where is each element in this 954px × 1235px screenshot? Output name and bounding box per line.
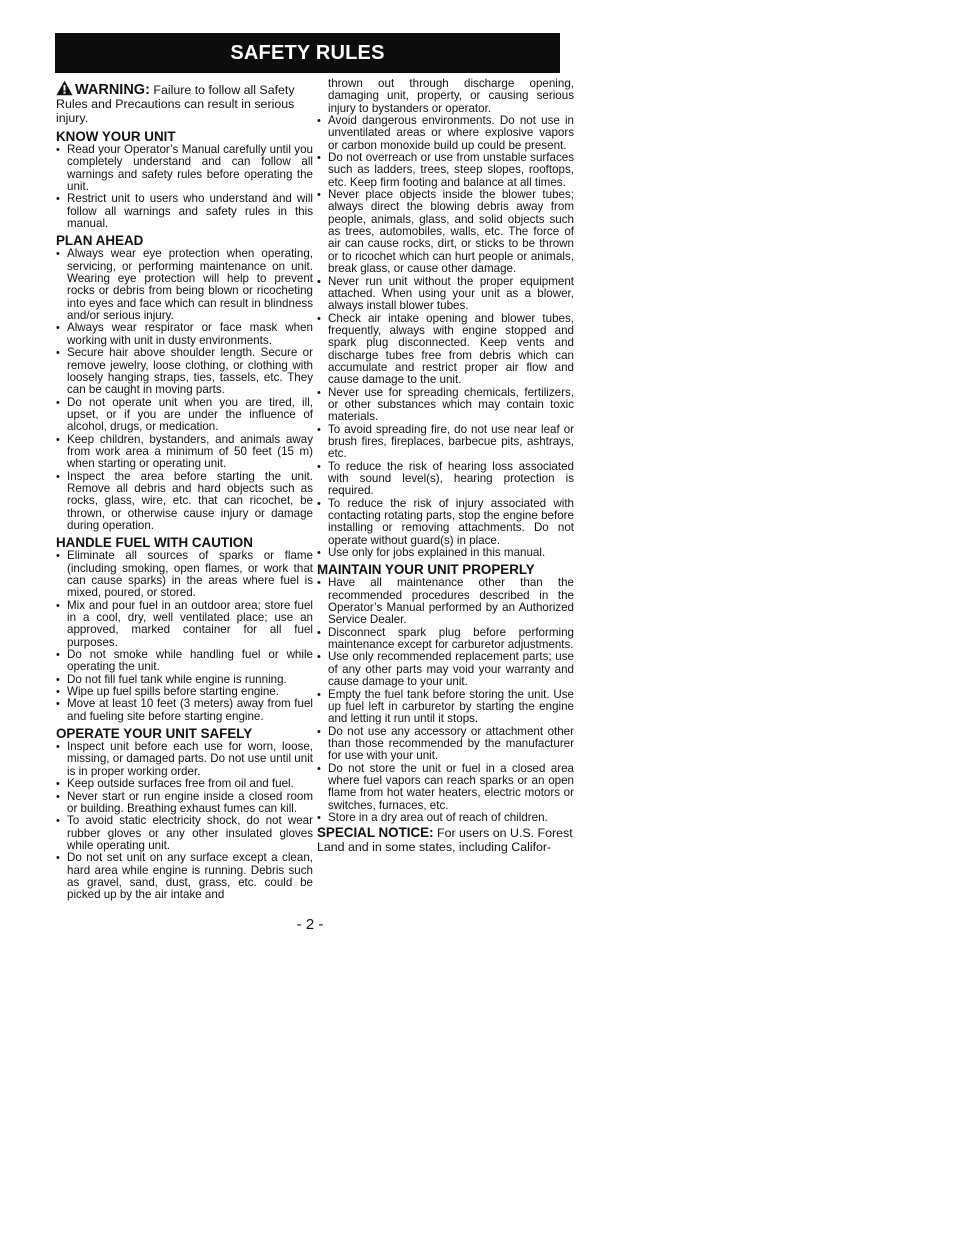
list-item: • Never run unit without the proper equipment attached. When using your unit as a blower, always install blower tubes. — [317, 276, 574, 313]
list-item: • Check air intake opening and blower tubes, frequently, always with engine stopped and spark plug disconnected. Keep vents and discharge tubes free from debris which can accumulate and restrict proper air flow and cause damage to the unit. — [317, 313, 574, 387]
page-title-banner — [55, 33, 560, 73]
list-item: • Restrict unit to users who understand and will follow all warnings and safety rules in this manual. — [56, 193, 313, 230]
list-item: • To avoid spreading fire, do not use near leaf or brush fires, fireplaces, barbecue pits, ashtrays, etc. — [317, 424, 574, 461]
warning-triangle-icon — [56, 80, 73, 96]
list-item: • Do not operate unit when you are tired, ill, upset, or if you are under the influence of alcohol, drugs, or medication. — [56, 397, 313, 434]
maintain-bullet-list — [317, 577, 574, 824]
list-item: • Never start or run engine inside a closed room or building. Breathing exhaust fumes can kill. — [56, 791, 313, 816]
section-heading: KNOW YOUR UNIT — [56, 129, 176, 144]
list-item: • To reduce the risk of hearing loss associated with sound level(s), hearing protection is required. — [317, 461, 574, 498]
list-item: • Do not overreach or use from unstable surfaces such as ladders, trees, steep slopes, rooftops, etc. Keep firm footing and balance at all times. — [317, 152, 574, 189]
list-item: • Do not store the unit or fuel in a closed area where fuel vapors can reach sparks or an open flame from hot water heaters, electric motors or switches, furnaces, etc. — [317, 763, 574, 812]
left-column — [56, 78, 313, 902]
list-item: • Never use for spreading chemicals, fertilizers, or other substances which may contain toxic materials. — [317, 387, 574, 424]
list-item: • Disconnect spark plug before performing maintenance except for carburetor adjustments. — [317, 627, 574, 652]
list-item: • To avoid static electricity shock, do not wear rubber gloves or any other insulated gloves while operating unit. — [56, 815, 313, 852]
list-item: • Move at least 10 feet (3 meters) away from fuel and fueling site before starting engine. — [56, 698, 313, 723]
page-title: SAFETY RULES — [230, 41, 385, 64]
list-item: • Always wear respirator or face mask when working with unit in dusty environments. — [56, 322, 313, 347]
bullet-list — [56, 550, 313, 723]
list-item: • Secure hair above shoulder length. Secure or remove jewelry, loose clothing, or clothing with loosely hanging straps, ties, tassels, etc. They can be caught in moving parts. — [56, 347, 313, 396]
bullet-list — [56, 741, 313, 901]
warning-label: WARNING: — [75, 82, 150, 98]
list-item: • Do not use any accessory or attachment other than those recommended by the manufacturer for use with your unit. — [317, 726, 574, 763]
section-heading: OPERATE YOUR UNIT SAFELY — [56, 726, 253, 742]
list-item: • Keep outside surfaces free from oil and fuel. — [56, 778, 313, 790]
list-item: • Use only for jobs explained in this manual. — [317, 547, 574, 559]
list-item: • Do not fill fuel tank while engine is running. — [56, 674, 313, 686]
list-item: • To reduce the risk of injury associated with contacting rotating parts, stop the engine before installing or removing attachments. Do not operate without guard(s) in place. — [317, 498, 574, 547]
special-notice — [317, 826, 574, 854]
section-heading: HANDLE FUEL WITH CAUTION — [56, 535, 253, 551]
list-item: • Keep children, bystanders, and animals away from work area a minimum of 50 feet (15 m) when starting or operating unit. — [56, 434, 313, 471]
special-notice-label: SPECIAL NOTICE: — [317, 825, 434, 841]
list-item: • Always wear eye protection when operating, servicing, or performing maintenance on unit. Wearing eye protection will help to prevent rocks or debris from being blown or ricocheting into eyes and face which can result in blindness and/or serious injury. — [56, 248, 313, 322]
special-notice-text: For users on U.S. Forest Land and in some states, including Califor- — [317, 826, 573, 854]
list-item: • Eliminate all sources of sparks or flame (including smoking, open flames, or work that can cause sparks) in the areas where fuel is mixed, poured, or stored. — [56, 550, 313, 599]
list-item: • Empty the fuel tank before storing the unit. Use up fuel left in carburetor by starting the engine and letting it run until it stops. — [317, 689, 574, 726]
list-item: • Do not smoke while handling fuel or while operating the unit. — [56, 649, 313, 674]
section-heading: MAINTAIN YOUR UNIT PROPERLY — [317, 562, 535, 578]
list-item: • Mix and pour fuel in an outdoor area; store fuel in a cool, dry, well ventilated place; use an approved, marked container for all fuel purposes. — [56, 600, 313, 649]
list-item: • Store in a dry area out of reach of children. — [317, 812, 574, 824]
list-item: • Inspect the area before starting the unit. Remove all debris and hard objects such as rocks, glass, wire, etc. that can ricochet, be thrown, or otherwise cause injury or damage during operation. — [56, 471, 313, 533]
bullet-list — [56, 248, 313, 532]
list-item: • Wipe up fuel spills before starting engine. — [56, 686, 313, 698]
list-item: • Inspect unit before each use for worn, loose, missing, or damaged parts. Do not use until unit is in proper working order. — [56, 741, 313, 778]
warning-text: Failure to follow all Safety Rules and Precautions can result in serious injury. — [56, 83, 295, 125]
warning-block — [56, 80, 313, 125]
list-item: • Do not set unit on any surface except a clean, hard area while engine is running. Debris such as gravel, sand, dust, grass, etc. could be picked up by the air intake and — [56, 852, 313, 901]
right-bullet-list — [317, 115, 574, 559]
left-sections — [56, 129, 313, 902]
list-item: • Never place objects inside the blower tubes; always direct the blowing debris away from people, animals, glass, and solid objects such as trees, automobiles, walls, etc. The force of air can cause rocks, dirt, or sticks to be thrown or to ricochet which can hurt people or animals, break glass, or cause other damage. — [317, 189, 574, 275]
bullet-list — [56, 144, 313, 230]
list-item: • Read your Operator’s Manual carefully until you completely understand and can follow all warnings and safety rules before operating the unit. — [56, 144, 313, 193]
right-column — [317, 78, 574, 854]
list-item: • Have all maintenance other than the recommended procedures described in the Operator’s Manual performed by an Authorized Service Dealer. — [317, 577, 574, 626]
section-heading: PLAN AHEAD — [56, 233, 144, 249]
list-item: • Avoid dangerous environments. Do not use in unventilated areas or where explosive vapors or carbon monoxide build up could be present. — [317, 115, 574, 152]
continued-text: thrown out through discharge opening, damaging unit, property, or causing serious injury to bystanders or operator. — [328, 77, 574, 115]
page-number: - 2 - — [296, 916, 324, 933]
list-item: • Use only recommended replacement parts; use of any other parts may void your warranty and cause damage to your unit. — [317, 651, 574, 688]
